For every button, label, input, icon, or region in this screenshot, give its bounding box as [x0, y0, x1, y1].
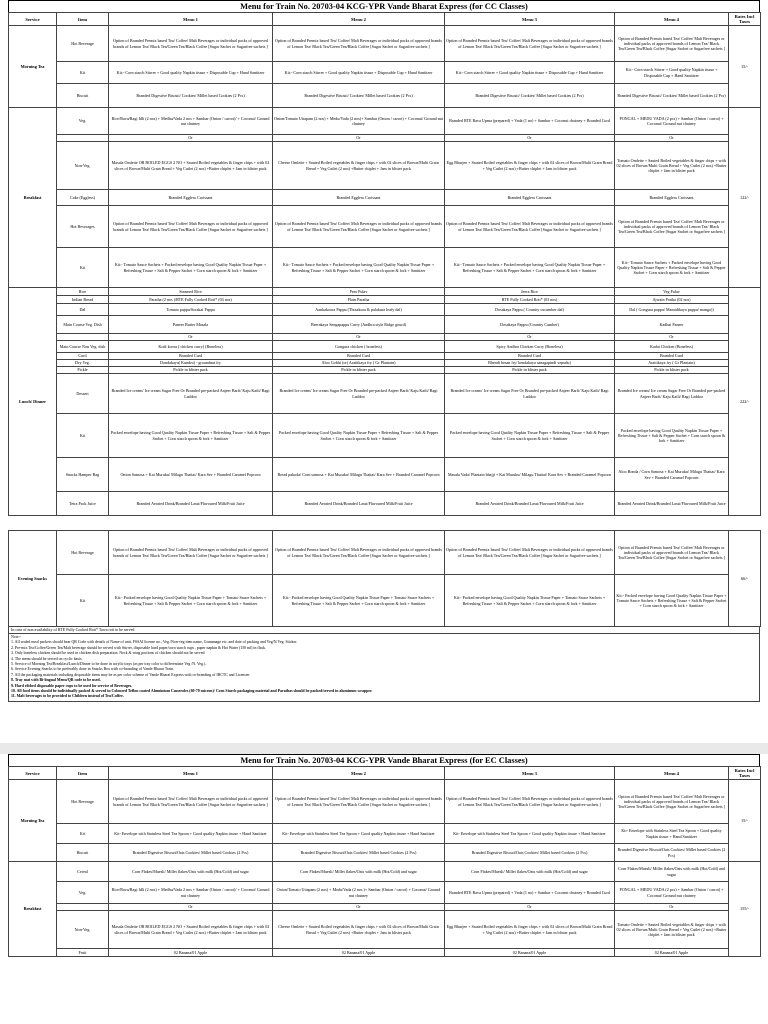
table-row — [9, 84, 761, 108]
menu-cell: Corn Flakes/Muesli/ Millet flakes/Oats with milk (Hot/Cold) and sugar — [273, 862, 445, 882]
availability-note: In case of non availability of RTE Fully Cooked Roti* Tawa roti to be served — [8, 627, 760, 634]
cc-evening-table — [8, 530, 761, 627]
ec-menu-table — [8, 766, 761, 957]
menu-cell: Branded Curd — [109, 353, 273, 360]
header-service: Service — [9, 13, 57, 26]
menu-cell: Kit:- Tomato Sauce Sachets + Packed envelope having Good Quality Napkin Tissue Paper + Refreshing Tissue + Salt & Pepper Sachet + Corn starch spoon & fork + Sanitizer — [109, 248, 273, 288]
note-line: 5. Service of Morning Tea/Breakfast/Lunch/Dinner to be done in acrylic trays (as per tray color to differentiate Veg /N. Veg.). — [11, 662, 207, 667]
menu-cell: Option of Branded Premix based Tea/ Coffee/ Malt Beverages or individual packs of approved brands of Lemon Tea/ Black Tea/Green Tea/Black Coffee [Sugar Sachet or Sugarfree sachets ] — [273, 780, 445, 824]
menu-cell: Or — [445, 904, 615, 911]
table-row — [9, 531, 761, 575]
service-cell: Breakfast — [9, 862, 57, 957]
menu-cell: Dosakaya Pappu ( Country cucumber dal) — [445, 304, 615, 316]
service-cell: Morning Tea — [9, 780, 57, 862]
item-cell: Dal — [57, 304, 109, 316]
menu-cell: Paratha (2 nos )/RTE Fully Cooked Roti* (03 nos) — [109, 296, 273, 304]
menu-cell: Aankakoora Pappu (Thotakura & palakura leafy dal) — [273, 304, 445, 316]
item-cell: Kit — [57, 414, 109, 458]
menu-cell: Aloo Bonda / Corn Samosa + Kai Muruku/ Milagu Thattai/ Kara Sev + Branded Caramel Popcorn — [615, 458, 729, 492]
menu-cell: PONGAL + MEDU VADA (2 pcs) + Sambar (Onion / carrot) + Coconut/ Ground nut chutney — [615, 108, 729, 135]
item-cell: Snacks Hamper Bag — [57, 458, 109, 492]
menu-cell: Kit:- Corn starch Stirrer + Good quality Napkin tissue + Disposable Cup + Hand Sanitizer — [615, 62, 729, 84]
menu-cell: Branded Digestive Biscuit/ Cookies/ Millet based Cookies (2 Pcs) — [615, 84, 729, 108]
menu-cell: Branded Ice cream/ Ice cream Sugar Free Or Branded pre-packed Anjeer Barfi/ Kaju Katli/ Ragi Laddoo — [445, 374, 615, 414]
item-cell: Dessert — [57, 374, 109, 414]
note-line: 6. Service Evening Snacks to be preferably done in Snacks Box with co-branding of Vande Bharat Train. — [11, 667, 175, 672]
menu-cell: Branded Digestive Biscuit/ Cookies/ Millet based Cookies (2 Pcs) — [273, 84, 445, 108]
menu-cell: Dondakaya( Kundru) - groundnut fry — [109, 360, 273, 367]
notes-heading: Note:- — [11, 635, 21, 639]
menu-cell: Option of Branded Premix based Tea/ Coffee/ Malt Beverages or individual packs of approved brands of Lemon Tea/ Black Tea/Green Tea/Black Coffee [Sugar Sachet or Sugarfree sachets ] — [273, 26, 445, 62]
note-line: 9. Hard ribbed disposable paper cups to be used for service of Beverages. — [11, 683, 133, 688]
menu-cell: Dal ( Gongura pappu/ Mamidikaya pappu/ mango)) — [615, 304, 729, 316]
menu-cell: 02 Banana/01 Apple — [445, 949, 615, 957]
menu-cell: Kit:- Corn starch Stirrer + Good quality Napkin tissue + Disposable Cup + Hand Sanitizer — [109, 62, 273, 84]
item-cell: Main Course Non Veg. dish — [57, 341, 109, 353]
menu-cell: Kit:- Tomato Sauce Sachets + Packed envelope having Good Quality Napkin Tissue Paper + Refreshing Tissue + Salt & Pepper Sachet + Corn starch spoon & fork + Sanitizer — [273, 248, 445, 288]
menu-cell: Packed envelope having Good Quality Napkin Tissue Paper + Refreshing Tissue + Salt & Pepper Sachet + Corn starch spoon & fork + Sanitizer — [445, 414, 615, 458]
menu-cell: Option of Branded Premix based Tea/ Coffee/ Malt Beverages or individual packs of approved brands of Lemon Tea/ Black Tea/Green Tea/Black Coffee [Sugar Sachet or Sugarfree sachets ] — [445, 780, 615, 824]
table-row — [9, 374, 761, 414]
menu-cell: Rice/Rava/Ragi Idli (2 nos) + Medhu/Vada 2 nos + Sambar (Onion / carrot)/ + Coconut/ Ground nut chutney — [109, 882, 273, 904]
item-cell: Rice — [57, 288, 109, 296]
menu-cell: Branded Eggless Croissant — [615, 190, 729, 206]
table-row — [9, 142, 761, 190]
menu-cell: Kit:- Packed envelope having Good Quality Napkin Tissue Paper + Tomato Sauce Sachets + Refreshing Tissue + Salt & Pepper Sachet + Corn starch spoon & fork + Sanitizer — [109, 575, 273, 627]
item-cell: Dry Veg. — [57, 360, 109, 367]
menu-cell: Kit:- Packed envelope having Good Quality Napkin Tissue Paper + Tomato Sauce Sachets + Refreshing Tissue + Salt & Pepper Sachet + Corn starch spoon & fork + Sanitizer — [445, 575, 615, 627]
menu-cell: Cheese Omlette + Sauted Boiled vegetables & finger chips + with 02 slices of Brown/Multi Grain Bread + Veg Cutlet (2 nos) +Butter chiplet + Jam in blister pack — [273, 911, 445, 949]
table-row — [9, 575, 761, 627]
service-cell: Breakfast — [9, 108, 57, 288]
menu-cell: Option of Branded Premix based Tea/ Coffee/ Malt Beverages or individual packs of approved brands of Lemon Tea/ Black Tea/Green Tea/Black Coffee [Sugar Sachet or Sugarfree sachets ] — [615, 531, 729, 575]
menu-cell: Beerakaya Sengapappu Curry (Andhra style Ridge gourd) — [273, 316, 445, 334]
menu-cell: Option of Branded Premix based Tea/ Coffee/ Malt Beverages or individual packs of approved brands of Lemon Tea/ Black Tea/Green Tea/Black Coffee [Sugar Sachet or Sugarfree sachets ] — [109, 206, 273, 248]
menu-cell: Or — [273, 334, 445, 341]
item-cell: Kit — [57, 62, 109, 84]
menu-cell: Kit- Envelope with Stainless Steel Tea Spoon + Good quality Napkin tissue + Hand Sanitizer — [273, 824, 445, 844]
table-row — [9, 190, 761, 206]
menu-cell: Kodi koora ( chicken curry) (Boneless) — [109, 341, 273, 353]
menu-cell: Or — [273, 135, 445, 142]
menu-cell: Spicy Andhra Chicken Curry (Boneless) — [445, 341, 615, 353]
menu-cell: Peas Pulav — [273, 288, 445, 296]
menu-cell: Branded Aerated Drink/Branded Lassi/Flavoured Milk/Fruit Juice — [615, 492, 729, 516]
menu-cell: Kadhai Paneer — [615, 316, 729, 334]
menu-cell: Or — [615, 135, 729, 142]
note-line: 3. Only boneless chicken should be used in chicken dish preparation. Neck & wing portions of chicken should not be served. — [11, 651, 206, 656]
rate-cell: 222/- — [729, 288, 761, 516]
table-row — [9, 135, 761, 142]
table-row — [9, 824, 761, 844]
menu-cell: Kit:- Packed envelope having Good Quality Napkin Tissue Paper + Tomato Sauce Sachets + Refreshing Tissue + Salt & Pepper Sachet + Corn starch spoon & fork + Sanitizer — [273, 575, 445, 627]
menu-cell: Or — [445, 135, 615, 142]
menu-cell: Option of Branded Premix based Tea/ Coffee/ Malt Beverages or individual packs of approved brands of Lemon Tea/ Black Tea/Green Tea/Black Coffee [Sugar Sachet or Sugarfree sachets ] — [445, 26, 615, 62]
menu-cell: Or — [273, 904, 445, 911]
item-cell: Hot Beverage — [57, 780, 109, 824]
menu-cell: Dosakaya Pappu (Country Cumber) — [445, 316, 615, 334]
menu-cell: Branded Aerated Drink/Branded Lassi/Flavoured Milk/Fruit Juice — [445, 492, 615, 516]
header-service: Service — [9, 767, 57, 780]
menu-cell: Branded Digestive Biscuit/Oats Cookies/ Millet based Cookies (2 Pcs) — [445, 844, 615, 862]
item-cell: Biscuit — [57, 844, 109, 862]
menu-cell: Bread pakoda/ Corn samosa + Kai Muruku/ Milagu Thattai/ Kara Sev + Branded Caramel Popcorn — [273, 458, 445, 492]
menu-cell: Packed envelope having Good Quality Napkin Tissue Paper + Refreshing Tissue + Salt & Pepper Sachet + Corn starch spoon & fork + Sanitizer — [109, 414, 273, 458]
service-cell: Evening Snacks — [9, 531, 57, 627]
item-cell: Pickle — [57, 367, 109, 374]
menu-cell: Kit:- Corn starch Stirrer + Good quality Napkin tissue + Disposable Cup + Hand Sanitizer — [445, 62, 615, 84]
item-cell — [57, 135, 109, 142]
menu-cell: Arattikaya fry ( Gr Plantain) — [615, 360, 729, 367]
table-row — [9, 62, 761, 84]
table-row — [9, 367, 761, 374]
menu-cell: Corn Flakes/Muesli/ Millet flakes/Oats with milk (Hot/Cold) and sugar — [109, 862, 273, 882]
menu-cell: 02 Banana/01 Apple — [615, 949, 729, 957]
item-cell: Fruit — [57, 949, 109, 957]
item-cell: Cake (Eggless) — [57, 190, 109, 206]
header-menu-1: Menu 1 — [109, 13, 273, 26]
note-line: 1. All sealed meal packets should bear QR Code with details of Name of unit, FSSAI license no., Veg./Non-veg item name, Grammage etc. and date of packing and Veg/N.Veg. Sticker. — [11, 640, 298, 645]
menu-cell: Branded Ice cream/ Ice cream Sugar Free Or Branded pre-packed Anjeer Barfi/ Kaju Katli/ Ragi Laddoo — [273, 374, 445, 414]
cc-menu-title: Menu for Train No. 20703-04 KCG-YPR Vande Bharat Express (for CC Classes) — [8, 0, 760, 12]
menu-cell: Tomato pappu/Sorakai Pappu — [109, 304, 273, 316]
menu-cell: Pickle in blister pack — [615, 367, 729, 374]
menu-cell: Kadai Chicken (Boneless) — [615, 341, 729, 353]
item-cell: Veg. — [57, 108, 109, 135]
menu-cell: Egg Bhurjee + Sauted Boiled vegetables & finger chips + with 02 slices of Brown/Multi Grain Bread + Veg Cutlet (2 nos) +Butter chiplet + Jam in blister pack — [445, 142, 615, 190]
table-row — [9, 353, 761, 360]
menu-cell: Cheese Omlette + Sauted Boiled vegetables & finger chips + with 02 slices of Brown/Multi Grain Bread + Veg Cutlet (2 nos) +Butter chiplet + Jam in blister pack — [273, 142, 445, 190]
item-cell — [57, 904, 109, 911]
menu-cell: Kit- Envelope with Stainless Steel Tea Spoon + Good quality Napkin tissue + Hand Sanitizer — [445, 824, 615, 844]
menu-cell: Branded Curd — [445, 353, 615, 360]
rate-cell: 122/- — [729, 108, 761, 288]
item-cell: Hot Beverage — [57, 26, 109, 62]
menu-cell: Or — [615, 334, 729, 341]
menu-cell: RTE Fully Cooked Roti* (03 nos) — [445, 296, 615, 304]
table-row — [9, 882, 761, 904]
menu-cell: Kit- Envelope with Stainless Steel Tea Spoon + Good quality Napkin tissue + Hand Sanitizer — [109, 824, 273, 844]
header-item: Item — [57, 767, 109, 780]
menu-cell: 02 Banana/01 Apple — [109, 949, 273, 957]
menu-cell: Option of Branded Premix based Tea/ Coffee/ Malt Beverages or individual packs of approved brands of Lemon Tea/ Black Tea/Green Tea/Black Coffee [Sugar Sachet or Sugarfree sachets ] — [109, 26, 273, 62]
header-rates: Rates Incl Taxes — [729, 13, 761, 26]
item-cell: Indian Bread — [57, 296, 109, 304]
header-menu-2: Menu 2 — [273, 767, 445, 780]
menu-cell: Plain Paratha — [273, 296, 445, 304]
item-cell: Curd — [57, 353, 109, 360]
note-line: 7. All the packaging materials including disposable items may be as per color scheme of Vande Bharat Express with co-branding of IRCTC and Licensee. — [11, 672, 251, 677]
item-cell: Kit — [57, 575, 109, 627]
menu-cell: Option of Branded Premix based Tea/ Coffee/ Malt Beverages or individual packs of approved brands of Lemon Tea/ Black Tea/Green Tea/Black Coffee [Sugar Sachet or Sugarfree sachets ] — [615, 26, 729, 62]
item-cell: Cereal — [57, 862, 109, 882]
menu-cell: Tomato Omlette + Sauted Boiled vegetables & finger chips + with 02 slices of Brown/Multi Grain Bread + Veg Cutlet (2 nos) +Butter chiplet + Jam in blister pack — [615, 911, 729, 949]
table-row — [9, 26, 761, 62]
note-line: 11. Malt beverages to be provided to Children instead of Tea/Coffee. — [11, 694, 124, 699]
menu-cell: Kit:- Tomato Sauce Sachets + Packed envelope having Good Quality Napkin Tissue Paper + Refreshing Tissue + Salt & Pepper Sachet + Corn starch spoon & fork + Sanitizer — [615, 248, 729, 288]
menu-cell: Or — [109, 904, 273, 911]
menu-cell: Branded Digestive Biscuit/Oats Cookies/ Millet based Cookies (2 Pcs) — [273, 844, 445, 862]
menu-cell: Pickle in blister pack — [273, 367, 445, 374]
menu-cell: Option of Branded Premix based Tea/ Coffee/ Malt Beverages or individual packs of approved brands of Lemon Tea/ Black Tea/Green Tea/Black Coffee [Sugar Sachet or Sugarfree sachets ] — [445, 531, 615, 575]
menu-cell: Branded RTE Rava Upma (prepared) + Vada (1 no) + Sambar + Coconut chutney + Branded Curd — [445, 882, 615, 904]
menu-cell: Or — [445, 334, 615, 341]
menu-cell: Onion/Tomato Uttapam (2 nos) + Medu/Vada (2 nos)+ Sambar (Onion / carrot) + Coconut/ Ground nut chutney — [273, 108, 445, 135]
rate-cell: 15/- — [729, 780, 761, 862]
header-menu-4: Menu 4 — [615, 13, 729, 26]
item-cell: Tetra Pack Juice — [57, 492, 109, 516]
menu-cell: Kit:- Packed envelope having Good Quality Napkin Tissue Paper + Tomato Sauce Sachets + Refreshing Tissue + Salt & Pepper Sachet + Corn starch spoon & fork + Sanitizer — [615, 575, 729, 627]
item-cell: Non-Veg. — [57, 911, 109, 949]
menu-cell: Egg Bhurjee + Sauted Boiled vegetables & finger chips + with 02 slices of Brown/Multi Grain Bread + Veg Cutlet (2 nos) +Butter chiplet + Jam in blister pack — [445, 911, 615, 949]
note-line: 8. Tray mat with Bi-lingual Menu/QR code to be used. — [11, 678, 101, 683]
table-row — [9, 108, 761, 135]
table-row — [9, 316, 761, 334]
service-cell: Morning Tea — [9, 26, 57, 108]
table-row — [9, 334, 761, 341]
menu-cell: Branded Eggless Croissant — [273, 190, 445, 206]
header-menu-4: Menu 4 — [615, 767, 729, 780]
menu-cell: Gongura chicken ( boneless) — [273, 341, 445, 353]
header-menu-3: Menu 3 — [445, 13, 615, 26]
menu-cell: Rice/Rava/Ragi Idli (2 nos) + Medhu/Vada 2 nos + Sambar (Onion / carrot)/ + Coconut/ Ground nut chutney — [109, 108, 273, 135]
menu-cell: Aloo Gobhi (or) Arattikaya fry ( Gr Plantain) — [273, 360, 445, 367]
menu-cell: Paneer Butter Masala — [109, 316, 273, 334]
note-line: 2. Pre-mix Tea/Coffee/Green Tea/Malt beverage should be served with Stirrer, disposable hard paper/corn starch cups , paper napkin & Hot Water (150 ml) in flask. — [11, 645, 266, 650]
header-rates: Rates Incl Taxes — [729, 767, 761, 780]
menu-cell: Pickle in blister pack — [109, 367, 273, 374]
menu-cell: Masala Omlette OR BOILED EGGS 2 NO + Sauted Boiled vegetables & finger chips + with 02 slices of Brown/Multi Grain Bread + Veg Cutlet (2 nos) +Butter chiplet + Jam in blister pack — [109, 142, 273, 190]
menu-cell: Branded Aerated Drink/Branded Lassi/Flavoured Milk/Fruit Juice — [273, 492, 445, 516]
menu-cell: Branded RTE Rava Upma (prepared) + Vada (1 no) + Sambar + Coconut chutney + Branded Curd — [445, 108, 615, 135]
item-cell — [57, 334, 109, 341]
menu-cell: Option of Branded Premix based Tea/ Coffee/ Malt Beverages or individual packs of approved brands of Lemon Tea/ Black Tea/Green Tea/Black Coffee [Sugar Sachet or Sugarfree sachets ] — [273, 531, 445, 575]
menu-cell: Option of Branded Premix based Tea/ Coffee/ Malt Beverages or individual packs of approved brands of Lemon Tea/ Black Tea/Green Tea/Black Coffee [Sugar Sachet or Sugarfree sachets ] — [445, 206, 615, 248]
menu-cell: Branded Curd — [615, 353, 729, 360]
menu-cell: Bhendi besan fry/ bendakaya sanagapindi vepudu) — [445, 360, 615, 367]
menu-cell: PONGAL + MEDU VADA (2 pcs) + Sambar (Onion / carrot) + Coconut/ Ground nut chutney — [615, 882, 729, 904]
item-cell: Kit — [57, 824, 109, 844]
header-item: Item — [57, 13, 109, 26]
menu-cell: Branded Digestive Biscuit/ Cookies/ Millet based Cookies (2 Pcs) — [109, 84, 273, 108]
item-cell: Hot Beverages — [57, 206, 109, 248]
item-cell: Veg. — [57, 882, 109, 904]
table-row — [9, 360, 761, 367]
menu-cell: Branded Ice cream/ Ice cream Sugar Free Or Branded pre-packed Anjeer Barfi/ Kaju Katli/ Ragi Laddoo — [615, 374, 729, 414]
cc-menu-table — [8, 12, 761, 516]
note-line: 4. The menu should be served on cyclic basis. — [11, 656, 83, 661]
menu-cell: Packed envelope having Good Quality Napkin Tissue Paper + Refreshing Tissue + Salt & Pepper Sachet + Corn starch spoon & fork + Sanitizer — [615, 414, 729, 458]
header-menu-1: Menu 1 — [109, 767, 273, 780]
menu-cell: Corn Flakes/Muesli/ Millet flakes/Oats with milk (Hot/Cold) and sugar — [445, 862, 615, 882]
table-row — [9, 949, 761, 957]
table-row — [9, 780, 761, 824]
menu-cell: Corn Flakes/Muesli/ Millet flakes/Oats with milk (Hot/Cold) and sugar — [615, 862, 729, 882]
menu-cell: Veg Pulav — [615, 288, 729, 296]
header-menu-2: Menu 2 — [273, 13, 445, 26]
table-row — [9, 248, 761, 288]
header-menu-3: Menu 3 — [445, 767, 615, 780]
item-cell: Hot Beverage — [57, 531, 109, 575]
item-cell: Main Course Veg. Dish — [57, 316, 109, 334]
menu-cell: Branded Curd — [273, 353, 445, 360]
table-row — [9, 414, 761, 458]
menu-cell: Masala Omlette OR BOILED EGGS 2 NO + Sauted Boiled vegetables & finger chips + with 02 slices of Brown/Multi Grain Bread + Veg Cutlet (2 nos) +Butter chiplet + Jam in blister pack — [109, 911, 273, 949]
menu-cell: Packed envelope having Good Quality Napkin Tissue Paper + Refreshing Tissue + Salt & Pepper Sachet + Corn starch spoon & fork + Sanitizer — [273, 414, 445, 458]
menu-cell: Ajwain Pratha (02 nos) — [615, 296, 729, 304]
menu-cell: Or — [109, 135, 273, 142]
item-cell: Non-Veg. — [57, 142, 109, 190]
menu-cell: Or — [109, 334, 273, 341]
cc-header-row — [9, 13, 761, 26]
menu-cell: Jeera Rice — [445, 288, 615, 296]
table-row — [9, 904, 761, 911]
menu-cell: Kit- Envelope with Stainless Steel Tea Spoon + Good quality Napkin tissue + Hand Sanitizer — [615, 824, 729, 844]
menu-cell: Branded Digestive Biscuit/Oats Cookies/ Millet based Cookies (2 Pcs) — [109, 844, 273, 862]
menu-cell: Branded Eggless Croissant — [109, 190, 273, 206]
table-row — [9, 492, 761, 516]
table-row — [9, 206, 761, 248]
rate-cell: 155/- — [729, 862, 761, 957]
menu-cell: Tomato Omlette + Sauted Boiled vegetables & finger chips + with 02 slices of Brown/Multi Grain Bread + Veg Cutlet (2 nos) +Butter chiplet + Jam in blister pack — [615, 142, 729, 190]
menu-cell: Masala Vada/ Plantain bhajji + Kai Muruku/ Milagu Thattai/ Kara Sev + Branded Caramel Popcorn — [445, 458, 615, 492]
table-row — [9, 288, 761, 296]
menu-cell: Option of Branded Premix based Tea/ Coffee/ Malt Beverages or individual packs of approved brands of Lemon Tea/ Black Tea/Green Tea/Black Coffee [Sugar Sachet or Sugarfree sachets ] — [615, 780, 729, 824]
service-cell: Lunch/ Dinner — [9, 288, 57, 516]
table-row — [9, 341, 761, 353]
menu-cell: Branded Aerated Drink/Branded Lassi/Flavoured Milk/Fruit Juice — [109, 492, 273, 516]
menu-cell: Branded Digestive Biscuit/Oats Cookies/ Millet based Cookies (2 Pcs) — [615, 844, 729, 862]
table-row — [9, 304, 761, 316]
menu-cell: Branded Ice cream/ Ice cream Sugar Free Or Branded pre-packed Anjeer Barfi/ Kaju Katli/ Ragi Laddoo — [109, 374, 273, 414]
menu-cell: Option of Branded Premix based Tea/ Coffee/ Malt Beverages or individual packs of approved brands of Lemon Tea/ Black Tea/Green Tea/Black Coffee [Sugar Sachet or Sugarfree sachets ] — [109, 531, 273, 575]
menu-cell: Kit:- Corn starch Stirrer + Good quality Napkin tissue + Disposable Cup + Hand Sanitizer — [273, 62, 445, 84]
notes-block — [8, 634, 760, 702]
table-row — [9, 458, 761, 492]
menu-cell: Onion/Tomato Uttapam (2 nos) + Medu/Vada (2 nos )+ Sambar (Onion / carrot) + Coconut/ Ground nut chutney — [273, 882, 445, 904]
table-row — [9, 862, 761, 882]
item-cell: Kit — [57, 248, 109, 288]
table-row — [9, 844, 761, 862]
menu-cell: Branded Eggless Croissant — [445, 190, 615, 206]
menu-cell: Onion Samosa + Kai Muruku/ Milagu Thattai/ Kara Sev + Branded Caramel Popcorn — [109, 458, 273, 492]
menu-cell: Option of Branded Premix based Tea/ Coffee/ Malt Beverages or individual packs of approved brands of Lemon Tea/ Black Tea/Green Tea/Black Coffee [Sugar Sachet or Sugarfree sachets ] — [273, 206, 445, 248]
rate-cell: 15/- — [729, 26, 761, 108]
menu-cell: Steamed Rice — [109, 288, 273, 296]
menu-cell: Kit:- Tomato Sauce Sachets + Packed envelope having Good Quality Napkin Tissue Paper + Refreshing Tissue + Salt & Pepper Sachet + Corn starch spoon & fork + Sanitizer — [445, 248, 615, 288]
ec-menu-page — [0, 754, 768, 1024]
note-line: 10. All food items should be individually packed & served in Coloured Teflon coated Aluminium Casseroles (60-70 micron)/ Corn Starch packaging material and Parathas should be packed/served in aluminum wrapper. — [11, 689, 373, 694]
table-row — [9, 911, 761, 949]
ec-menu-title: Menu for Train No. 20703-04 KCG-YPR Vande Bharat Express (for EC Classes) — [8, 754, 760, 766]
menu-cell: Branded Digestive Biscuit/ Cookies/ Millet based Cookies (2 Pcs) — [445, 84, 615, 108]
rate-cell: 66/- — [729, 531, 761, 627]
menu-cell: Option of Branded Premix based Tea/ Coffee/ Malt Beverages or individual packs of approved brands of Lemon Tea/ Black Tea/Green Tea/Black Coffee [Sugar Sachet or Sugarfree sachets ] — [615, 206, 729, 248]
ec-header-row — [9, 767, 761, 780]
menu-cell: 02 Banana/01 Apple — [273, 949, 445, 957]
item-cell: Biscuit — [57, 84, 109, 108]
table-row — [9, 296, 761, 304]
menu-cell: Pickle in blister pack — [445, 367, 615, 374]
menu-cell: Or — [615, 904, 729, 911]
menu-cell: Option of Branded Premix based Tea/ Coffee/ Malt Beverages or individual packs of approved brands of Lemon Tea/ Black Tea/Green Tea/Black Coffee [Sugar Sachet or Sugarfree sachets ] — [109, 780, 273, 824]
